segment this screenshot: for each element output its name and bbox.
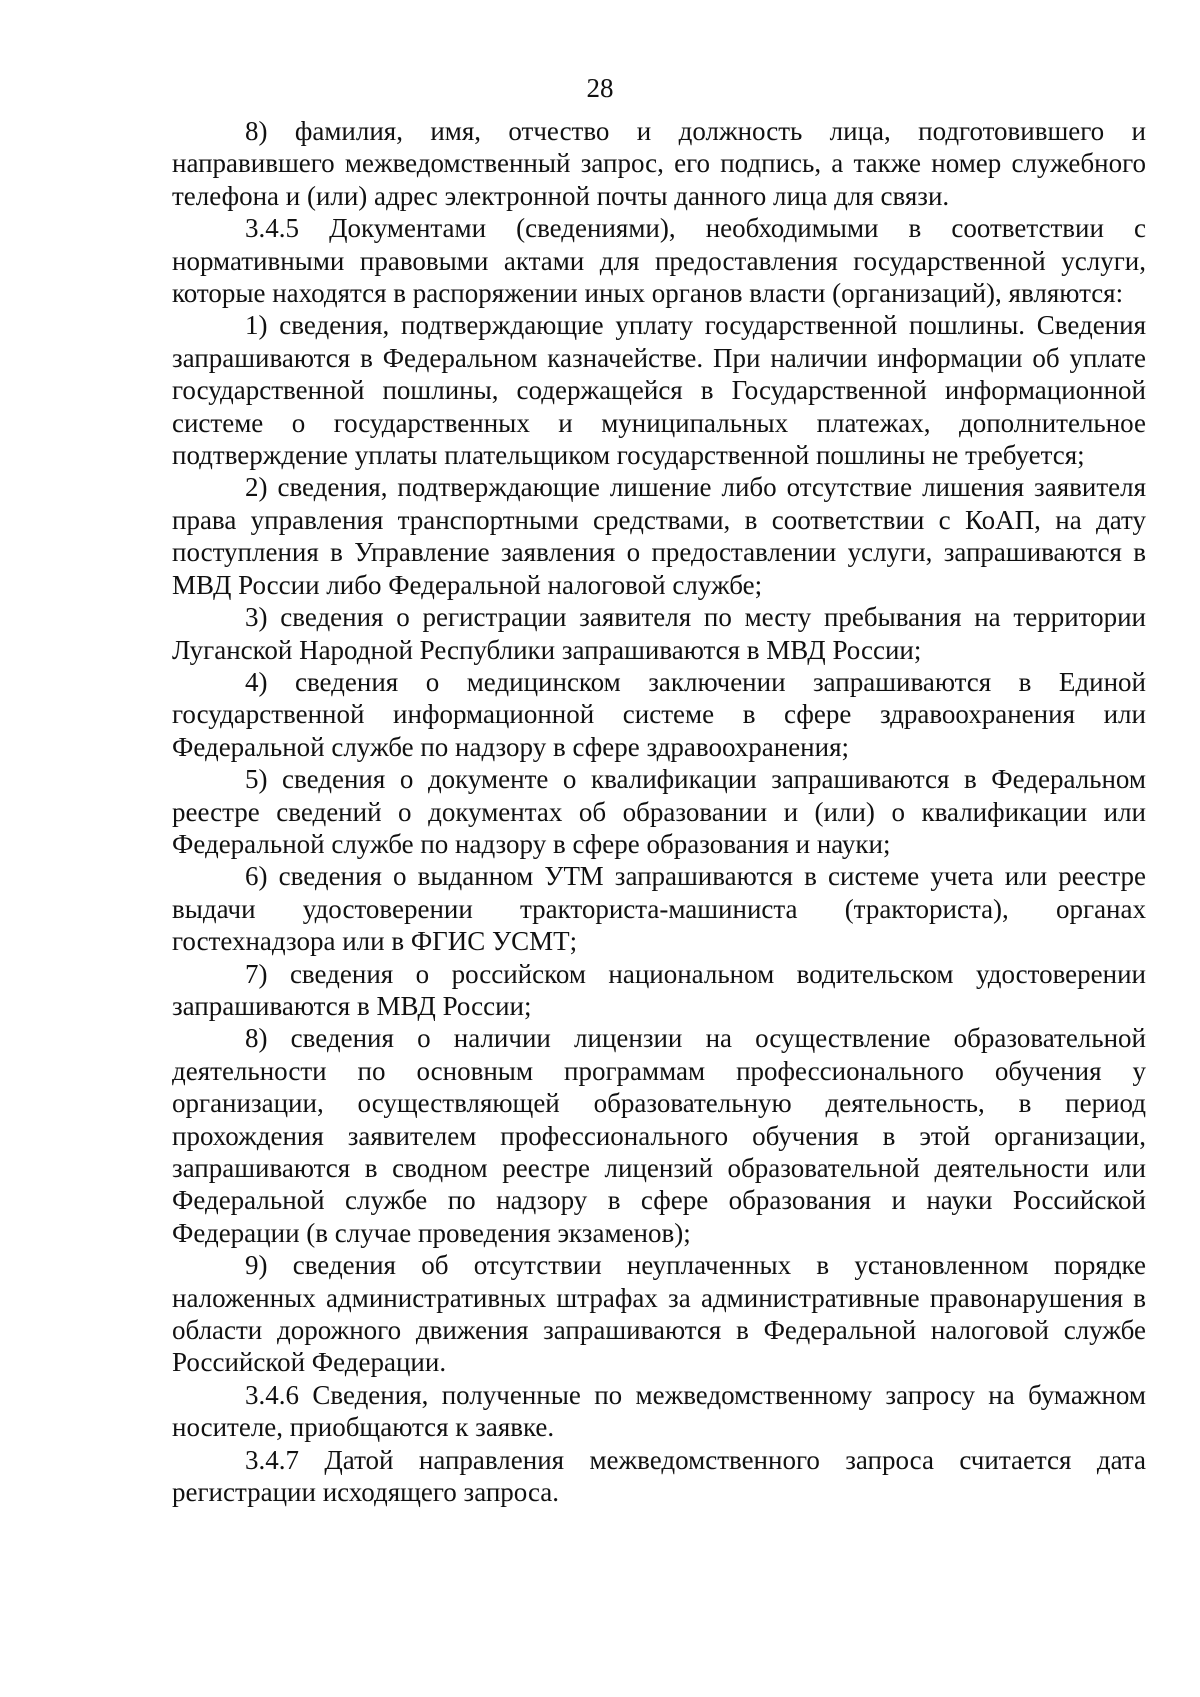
paragraph-item-6-utm: 6) сведения о выданном УТМ запрашиваются в системе учета или реестре выдачи удостоверении тракториста-машиниста (тракториста), органах гостехнадзора или в ФГИС УСМТ; bbox=[172, 861, 1146, 957]
paragraph-3-4-6: 3.4.6 Сведения, полученные по межведомственному запросу на бумажном носителе, приобщаются к заявке. bbox=[172, 1379, 1146, 1443]
paragraph-item-7-driver-license: 7) сведения о российском национальном водительском удостоверении запрашиваются в МВД России; bbox=[172, 958, 1146, 1021]
paragraph-item-5-qualification: 5) сведения о документе о квалификации запрашиваются в Федеральном реестре сведений о документах об образовании и (или) о квалификации или Федеральной службе по надзору в сфере образования и науки; bbox=[172, 764, 1146, 859]
paragraph-item-9-fines: 9) сведения об отсутствии неуплаченных в установленном порядке наложенных административных штрафах за административные правонарушения в области дорожного движения запрашиваются в Федеральной налоговой службе Российской Федерации. bbox=[172, 1250, 1146, 1378]
page-number: 28 bbox=[586, 73, 614, 103]
paragraph-item-2-driving-rights: 2) сведения, подтверждающие лишение либо отсутствие лишения заявителя права управления транспортными средствами, в соответствии с КоАП, на дату поступления в Управление заявления о предоставлении услуги, запрашиваются в МВД России либо Федеральной налоговой службе; bbox=[172, 472, 1146, 600]
paragraph-3-4-5: 3.4.5 Документами (сведениями), необходимыми в соответствии с нормативными правовыми актами для предоставления государственной услуги, которые находятся в распоряжении иных органов власти (организаций), являются: bbox=[172, 213, 1146, 309]
paragraph-item-4-medical: 4) сведения о медицинском заключении запрашиваются в Единой государственной информационной системе в сфере здравоохранения или Федеральной службе по надзору в сфере здравоохранения; bbox=[172, 666, 1146, 762]
paragraph-item-8-request-signatory: 8) фамилия, имя, отчество и должность лица, подготовившего и направившего межведомственный запрос, его подпись, а также номер служебного телефона и (или) адрес электронной почты данного лица для связи. bbox=[172, 116, 1146, 211]
paragraph-item-1-state-duty: 1) сведения, подтверждающие уплату государственной пошлины. Сведения запрашиваются в Федеральном казначействе. При наличии информации об уплате государственной пошлины, содержащейся в Государственной информационной системе о государственных и муниципальных платежах, дополнительное подтверждение уплаты плательщиком государственной пошлины не требуется; bbox=[172, 310, 1146, 471]
paragraph-item-8-education-license: 8) сведения о наличии лицензии на осуществление образовательной деятельности по основным программам профессионального обучения у организации, осуществляющей образовательную деятельность, в период прохождения заявителем профессионального обучения в этой организации, запрашиваются в сводном реестре лицензий образовательной деятельности или Федеральной службе по надзору в сфере образования и науки Российской Федерации (в случае проведения экзаменов); bbox=[172, 1023, 1146, 1248]
paragraph-item-3-registration: 3) сведения о регистрации заявителя по месту пребывания на территории Луганской Народной Республики запрашиваются в МВД России; bbox=[172, 602, 1146, 665]
paragraph-3-4-7: 3.4.7 Датой направления межведомственного запроса считается дата регистрации исходящего запроса. bbox=[172, 1444, 1146, 1508]
document-body bbox=[172, 115, 1146, 1508]
